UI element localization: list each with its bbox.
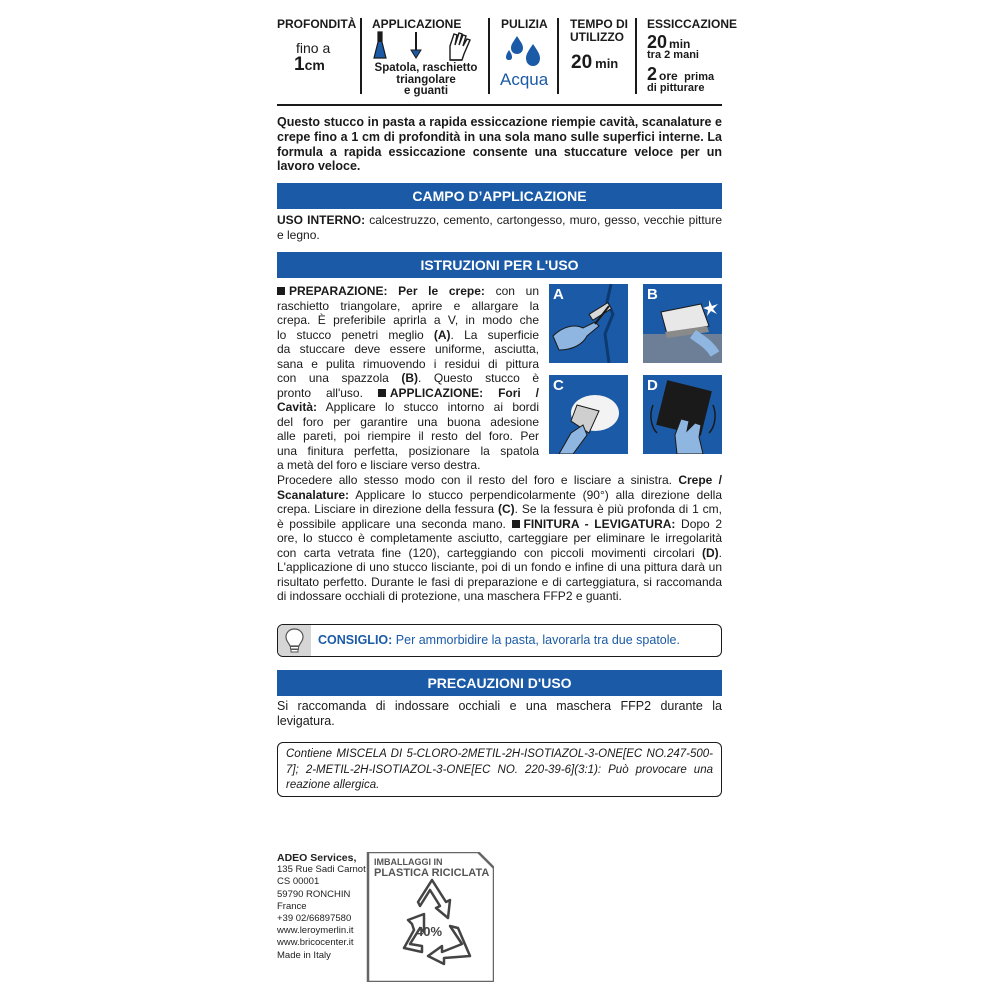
hazard-text: Contiene MISCELA DI 5-CLORO-2METIL-2H-ISOTIAZOL-3-ONE[EC NO.247-500-7]; 2-METIL-2H-ISOTIAZOL-3-ONE[EC NO. 220-39-6](3:1): Può provocare una reazione allergica. [286,748,713,791]
instruction-text: . Questo stucco è [418,371,539,385]
tip-box [277,624,722,657]
panel-d-label: D [647,377,658,394]
instruction-line [277,342,539,357]
hazard-box [277,742,722,797]
instruction-line [277,371,539,386]
instruction-line [277,299,539,314]
instruction-text: a metà del foro e lisciare verso destra. [277,458,481,472]
instruction-line [277,415,539,430]
instruction-text: con un [484,284,539,298]
cleaning-heading: PULIZIA [501,17,548,31]
scope-text: USO INTERNO: calcestruzzo, cemento, cartongesso, muro, gesso, vecchie pitture e legno. [277,213,722,242]
instruction-text: del foro per garantire una buona adesione [277,414,539,429]
instruction-line [277,357,539,372]
spec-divider [557,18,559,94]
instructions-wrapped-text [277,284,539,473]
drying-paint-value: 2 ore prima [647,64,715,84]
precautions-text: Si raccomanda di indossare occhiali e una maschera FFP2 durante la levigatura. [277,699,722,728]
company-address: ADEO Services, 135 Rue Sadi Carnot CS 00001 59790 RONCHIN France +39 02/66897580 www.leroymerlin.it www.bricocenter.it Made in Italy [277,852,366,961]
drying-paint-note: di pitturare [647,82,705,94]
spatula-icon [374,32,386,58]
instruction-text: con una spazzola [277,371,402,385]
application-tools-icons [370,30,480,64]
scope-label: USO INTERNO: [277,213,366,227]
instruction-text: alle pareti, poi riempire il resto del foro. Per [277,429,539,443]
instruction-text: Applicare lo stucco perpendicolarmente (90°) alla direzione della crepa. Lisciare in direzione della fessura [277,487,722,516]
instruction-bold-text: PREPARAZIONE: Per le crepe: [289,284,485,298]
instruction-bold-text: (D) [701,545,719,560]
bullet-square-icon [512,520,520,528]
drying-heading: ESSICCAZIONE [647,17,738,31]
precautions-heading: PRECAUZIONI D'USO [277,670,722,696]
instruction-bold-text: Cavità: [277,400,318,414]
step-panel-b [643,284,722,363]
scope-heading: CAMPO D’APPLICAZIONE [277,183,722,209]
bullet-square-icon [378,389,386,397]
instruction-bold-text: (B) [401,371,419,385]
spec-divider [635,18,637,94]
panel-a-label: A [553,286,564,303]
instruction-bold-text: FINITURA - LEVIGATURA: [523,516,676,531]
instruction-line [277,328,539,343]
spec-divider [360,18,362,94]
intro-text: Questo stucco in pasta a rapida essiccazione riempie cavità, scanalature e crepe fino a 1 cm di profondità in una sola mano sulle superfici interne. La formula a rapida essiccazione consente una stuccature veloce per un lavoro veloce. [277,115,722,174]
recycle-label: IMBALLAGGI IN PLASTICA RICICLATA [374,857,490,879]
instruction-text: . Se la fessura è più profonda di 1 cm, è possibile applicare una seconda mano. [277,502,722,531]
spec-divider [488,18,490,94]
instruction-bold-text: (A) [433,327,451,342]
instruction-bold-text: (C) [497,502,515,516]
step-panel-c [549,375,628,454]
panel-c-label: C [553,377,564,394]
instruction-line [277,444,539,459]
instruction-text: da stuccare deve essere uniforme, asciutta, [277,342,539,356]
instruction-line [277,458,539,473]
instruction-line [277,284,539,299]
drying-coats-value: 20 min [647,32,691,52]
instructions-full-text [277,473,722,604]
instruction-bold-text: Crepe / Scanalature: [277,473,723,502]
usage-time-heading: TEMPO DI UTILIZZO [570,17,629,44]
header-rule [277,104,722,106]
instruction-text: pronto all'uso. [277,385,378,400]
cleaning-value: Acqua [500,70,549,89]
application-caption: Spatola, raschietto triangolare e guanti [374,62,478,97]
instruction-text: Applicare lo stucco intorno ai bordi [317,400,539,414]
glove-icon [450,33,470,60]
step-panel-d [643,375,722,454]
instruction-bold-text: APPLICAZIONE: Fori / [389,385,540,400]
instruction-text: Dopo 2 ore, lo stucco è completamente asciutto, carteggiare per eliminare le irregolarità con carta vetrata fine (120), carteggiando con piccoli movimenti circolari [277,516,723,560]
recycled-plastic-badge [366,852,494,982]
depth-value: 1cm [294,54,325,75]
water-drops-icon [502,34,548,73]
instruction-text: lo stucco penetri meglio [277,327,434,342]
application-heading: APPLICAZIONE [372,17,462,31]
instruction-text: raschietto triangolare, aprire e allargare la [277,298,539,313]
instruction-line [277,429,539,444]
step-panel-a [549,284,628,363]
instruction-text: . La superficie [450,327,539,342]
instruction-text: . L'applicazione di uno stucco lisciante, poi di un fondo e infine di una pittura darà un risultato perfetto. Durante le fasi di preparazione e di carteggiatura, si raccomanda di indossare occhiali di protezione, una maschera FFP2 e guanti. [277,545,722,603]
instruction-text: una finitura perfetta, posizionare la spatola [277,443,539,458]
instruction-text: crepa. È preferibile aprirla a V, in modo che [277,313,539,327]
instructions-heading: ISTRUZIONI PER L'USO [277,252,722,278]
depth-prefix: fino a [296,40,331,56]
instruction-text: sana e pulita rimuovendo i residui di pittura [277,356,539,371]
usage-time-value: 20 min [571,52,619,73]
panel-b-label: B [647,286,658,303]
drying-coats-note: tra 2 mani [647,49,699,61]
instruction-line [277,313,539,328]
depth-heading: PROFONDITÀ [277,17,357,31]
instruction-line [277,400,539,415]
instruction-text: Procedere allo stesso modo con il resto del foro e lisciare a sinistra. [277,473,679,487]
lightbulb-icon [278,625,311,656]
instruction-line [277,386,539,401]
scraper-icon [411,32,421,58]
recycled-percentage: 40% [416,924,443,939]
tip-text: CONSIGLIO: Per ammorbidire la pasta, lavorarla tra due spatole. [318,633,680,647]
bullet-square-icon [277,287,285,295]
